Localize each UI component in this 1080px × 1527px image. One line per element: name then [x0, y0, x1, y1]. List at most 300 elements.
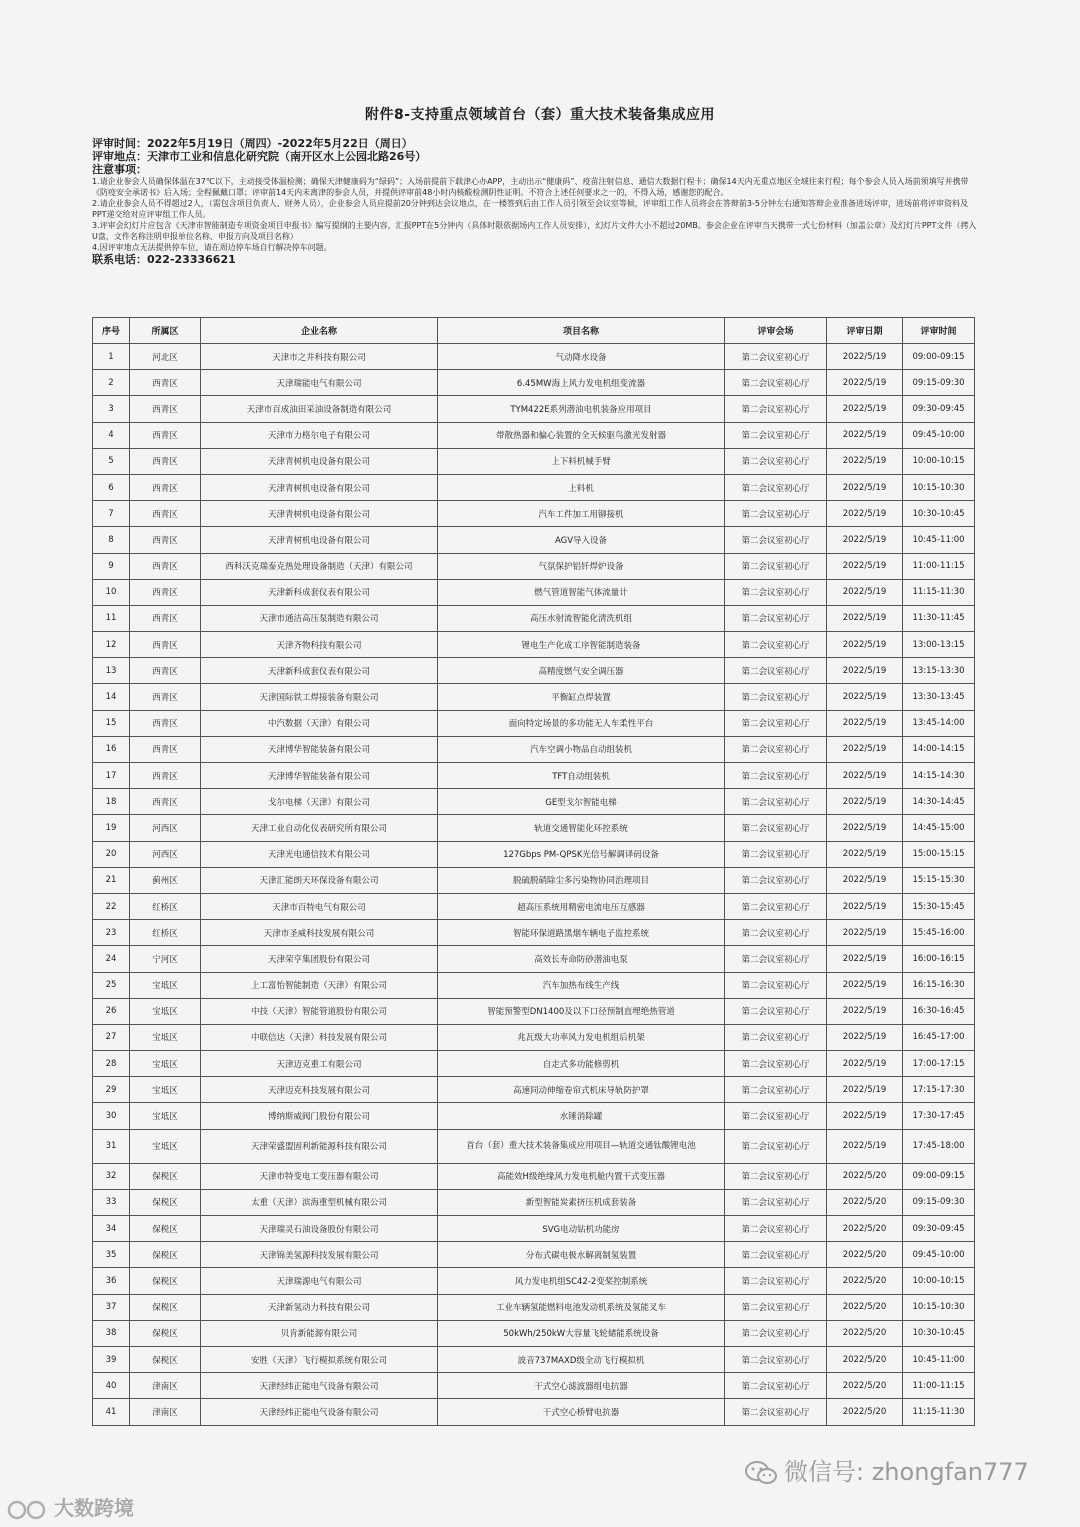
cell-date: 2022/5/19: [827, 344, 903, 370]
cell-time: 13:30-13:45: [903, 684, 975, 710]
cell-project: 新型智能炭素挤压机成套装备: [438, 1189, 725, 1215]
cell-project: 上下料机械手臂: [438, 448, 725, 474]
cell-time: 10:00-10:15: [903, 448, 975, 474]
cell-time: 10:00-10:15: [903, 1268, 975, 1294]
cell-time: 10:30-10:45: [903, 501, 975, 527]
cell-date: 2022/5/19: [827, 1024, 903, 1050]
cell-index: 19: [93, 815, 130, 841]
cell-venue: 第二会议室初心厅: [725, 998, 827, 1024]
cell-company: 天津瑞能电气有限公司: [201, 370, 438, 396]
cell-venue: 第二会议室初心厅: [725, 972, 827, 998]
note-item: 1.请企业参会人员确保体温在37℃以下，主动接受体温检测；确保天津健康码为“绿码”；入场前提前下载津心办APP，主动出示“健康码”、疫苗注射信息、通信大数据行程卡；确保14天内无重点地区全域往来行程；每个参会人员入场前须填写并携带《防疫安全承诺书》后入场；全程佩戴口罩；评审前14天内未离津的参会人员，并提供评审前48小时内核酸检测阴性证明。不符合上述任何要求之一的，不得入场，感谢您的配合。: [92, 177, 969, 197]
cell-index: 21: [93, 867, 130, 893]
cell-district: 西青区: [130, 579, 201, 605]
cell-venue: 第二会议室初心厅: [725, 893, 827, 919]
cell-date: 2022/5/19: [827, 1103, 903, 1129]
cell-index: 16: [93, 736, 130, 762]
cell-district: 西青区: [130, 710, 201, 736]
table-row: [93, 1077, 975, 1103]
cell-venue: 第二会议室初心厅: [725, 1399, 827, 1425]
cell-project: 气氛保护铝钎焊炉设备: [438, 553, 725, 579]
cell-district: 宝坻区: [130, 1051, 201, 1077]
cell-date: 2022/5/19: [827, 422, 903, 448]
cell-company: 贝肯新能源有限公司: [201, 1320, 438, 1346]
table-row: [93, 972, 975, 998]
cell-company: 天津迈克重工有限公司: [201, 1051, 438, 1077]
table-row: [93, 1294, 975, 1320]
header-date: 评审日期: [827, 318, 903, 344]
header-venue: 评审会场: [725, 318, 827, 344]
cell-date: 2022/5/19: [827, 579, 903, 605]
wechat-id: 微信号: zhongfan777: [784, 1458, 1029, 1486]
cell-time: 10:45-11:00: [903, 1346, 975, 1372]
cell-district: 西青区: [130, 789, 201, 815]
cell-index: 6: [93, 474, 130, 500]
cell-date: 2022/5/19: [827, 370, 903, 396]
cell-date: 2022/5/19: [827, 1077, 903, 1103]
cell-venue: 第二会议室初心厅: [725, 763, 827, 789]
cell-time: 15:45-16:00: [903, 920, 975, 946]
cell-venue: 第二会议室初心厅: [725, 1024, 827, 1050]
cell-date: 2022/5/19: [827, 605, 903, 631]
cell-company: 天津市通洁高压泵制造有限公司: [201, 605, 438, 631]
cell-project: 水锤消除罐: [438, 1103, 725, 1129]
cell-date: 2022/5/20: [827, 1163, 903, 1189]
cell-project: 工业车辆氢能燃料电池发动机系统及氢能叉车: [438, 1294, 725, 1320]
cell-time: 09:30-09:45: [903, 1216, 975, 1242]
cell-date: 2022/5/19: [827, 763, 903, 789]
cell-company: 天津工业自动化仪表研究所有限公司: [201, 815, 438, 841]
header-company: 企业名称: [201, 318, 438, 344]
note-item: 4.因评审地点无法提供停车位，请在周边停车场自行解决停车问题。: [92, 243, 332, 252]
cell-date: 2022/5/19: [827, 658, 903, 684]
cell-company: 天津市力格尔电子有限公司: [201, 422, 438, 448]
cell-district: 宁河区: [130, 946, 201, 972]
cell-company: 天津荣亨集团股份有限公司: [201, 946, 438, 972]
table-row: [93, 1399, 975, 1425]
cell-index: 18: [93, 789, 130, 815]
cell-index: 7: [93, 501, 130, 527]
cell-time: 11:15-11:30: [903, 1399, 975, 1425]
cell-time: 11:00-11:15: [903, 1373, 975, 1399]
cell-company: 天津经纬正能电气设备有限公司: [201, 1399, 438, 1425]
cell-venue: 第二会议室初心厅: [725, 1103, 827, 1129]
cell-district: 津南区: [130, 1399, 201, 1425]
document-header-info: [92, 137, 982, 266]
cell-time: 09:15-09:30: [903, 1189, 975, 1215]
cell-venue: 第二会议室初心厅: [725, 1242, 827, 1268]
cell-company: 天津博华智能装备有限公司: [201, 736, 438, 762]
cell-date: 2022/5/20: [827, 1268, 903, 1294]
cell-index: 30: [93, 1103, 130, 1129]
cell-date: 2022/5/19: [827, 448, 903, 474]
cell-district: 西青区: [130, 763, 201, 789]
cell-district: 西青区: [130, 605, 201, 631]
table-row: [93, 448, 975, 474]
cell-district: 西青区: [130, 422, 201, 448]
cell-district: 保税区: [130, 1242, 201, 1268]
cell-venue: 第二会议室初心厅: [725, 396, 827, 422]
cell-time: 14:45-15:00: [903, 815, 975, 841]
cell-project: 首台（套）重大技术装备集成应用项目—轨道交通钛酸锂电池: [438, 1129, 725, 1163]
cell-date: 2022/5/19: [827, 474, 903, 500]
cell-company: 天津锦美氢源科技发展有限公司: [201, 1242, 438, 1268]
cell-district: 宝坻区: [130, 998, 201, 1024]
cell-index: 8: [93, 527, 130, 553]
cell-index: 26: [93, 998, 130, 1024]
cell-index: 41: [93, 1399, 130, 1425]
cell-venue: 第二会议室初心厅: [725, 920, 827, 946]
cell-company: 西科沃克瑞泰克热处理设备制造（天津）有限公司: [201, 553, 438, 579]
cell-venue: 第二会议室初心厅: [725, 1346, 827, 1372]
table-row: [93, 867, 975, 893]
cell-date: 2022/5/20: [827, 1216, 903, 1242]
cell-district: 宝坻区: [130, 1024, 201, 1050]
cell-district: 河西区: [130, 841, 201, 867]
cell-company: 中联信达（天津）科技发展有限公司: [201, 1024, 438, 1050]
cell-district: 保税区: [130, 1216, 201, 1242]
cell-venue: 第二会议室初心厅: [725, 710, 827, 736]
cell-district: 红桥区: [130, 893, 201, 919]
cell-company: 中汽数据（天津）有限公司: [201, 710, 438, 736]
table-row: [93, 605, 975, 631]
table-row: [93, 946, 975, 972]
cell-time: 16:30-16:45: [903, 998, 975, 1024]
cell-index: 17: [93, 763, 130, 789]
cell-time: 15:30-15:45: [903, 893, 975, 919]
cell-district: 河西区: [130, 815, 201, 841]
header-time: 评审时间: [903, 318, 975, 344]
cell-time: 11:00-11:15: [903, 553, 975, 579]
cell-index: 2: [93, 370, 130, 396]
cell-time: 09:00-09:15: [903, 1163, 975, 1189]
table-row: [93, 710, 975, 736]
cell-project: 面向特定场景的多功能无人车柔性平台: [438, 710, 725, 736]
cell-project: 波音737MAXD级全动飞行模拟机: [438, 1346, 725, 1372]
cell-company: 天津市特变电工变压器有限公司: [201, 1163, 438, 1189]
cell-project: 高压水射流智能化清洗机组: [438, 605, 725, 631]
cell-date: 2022/5/19: [827, 946, 903, 972]
cell-index: 28: [93, 1051, 130, 1077]
cell-venue: 第二会议室初心厅: [725, 815, 827, 841]
cell-district: 保税区: [130, 1189, 201, 1215]
cell-index: 4: [93, 422, 130, 448]
cell-project: 干式空心滤波器组电抗器: [438, 1373, 725, 1399]
cell-date: 2022/5/19: [827, 1129, 903, 1163]
cell-index: 12: [93, 632, 130, 658]
cell-project: TYM422E系列潜油电机装备应用项目: [438, 396, 725, 422]
cell-venue: 第二会议室初心厅: [725, 1216, 827, 1242]
cell-index: 25: [93, 972, 130, 998]
cell-project: 智能预警型DN1400及以下口径预制直埋绝热管道: [438, 998, 725, 1024]
cell-time: 09:30-09:45: [903, 396, 975, 422]
table-row: [93, 841, 975, 867]
cell-venue: 第二会议室初心厅: [725, 1077, 827, 1103]
cell-index: 13: [93, 658, 130, 684]
brand-name: 大数跨境: [54, 1496, 134, 1520]
review-place: 评审地点：天津市工业和信息化研究院（南开区水上公园北路26号）: [92, 150, 427, 163]
cell-company: 天津青树机电设备有限公司: [201, 474, 438, 500]
cell-index: 11: [93, 605, 130, 631]
cell-venue: 第二会议室初心厅: [725, 1163, 827, 1189]
cell-time: 09:45-10:00: [903, 422, 975, 448]
cell-district: 西青区: [130, 370, 201, 396]
cell-venue: 第二会议室初心厅: [725, 867, 827, 893]
cell-index: 15: [93, 710, 130, 736]
cell-time: 17:00-17:15: [903, 1051, 975, 1077]
cell-project: 汽车加热布线生产线: [438, 972, 725, 998]
cell-district: 西青区: [130, 658, 201, 684]
cell-district: 保税区: [130, 1163, 201, 1189]
cell-project: 高能效H级绝缘风力发电机舱内置干式变压器: [438, 1163, 725, 1189]
cell-index: 20: [93, 841, 130, 867]
cell-venue: 第二会议室初心厅: [725, 579, 827, 605]
cell-company: 天津光电通信技术有限公司: [201, 841, 438, 867]
cell-project: 智能环保道路黑烟车辆电子监控系统: [438, 920, 725, 946]
brand-watermark: [6, 1492, 134, 1521]
cell-district: 西青区: [130, 553, 201, 579]
cell-district: 西青区: [130, 527, 201, 553]
note-item: 3.评审会幻灯片应包含《天津市智能制造专项资金项目申报书》编写提纲的主要内容，汇报PPT在5分钟内（具体时限依据场内工作人员安排），幻灯片文件大小不超过20MB。参会企业在评审当天携带一式七份材料（加盖公章）及幻灯片PPT文件（拷入U盘，文件名称注明申报单位名称、申报方向及项目名称）: [92, 221, 977, 241]
cell-venue: 第二会议室初心厅: [725, 1189, 827, 1215]
table-row: [93, 1216, 975, 1242]
cell-time: 10:45-11:00: [903, 527, 975, 553]
cell-project: AGV导入设备: [438, 527, 725, 553]
cell-company: 中技（天津）智能管道股份有限公司: [201, 998, 438, 1024]
cell-index: 24: [93, 946, 130, 972]
cell-index: 37: [93, 1294, 130, 1320]
cell-index: 9: [93, 553, 130, 579]
cell-index: 22: [93, 893, 130, 919]
cell-company: 天津新科成套仪表有限公司: [201, 579, 438, 605]
cell-company: 天津新氢动力科技有限公司: [201, 1294, 438, 1320]
cell-time: 11:30-11:45: [903, 605, 975, 631]
cell-company: 天津齐物科技有限公司: [201, 632, 438, 658]
cell-district: 津南区: [130, 1373, 201, 1399]
cell-project: SVG电动钻机功能房: [438, 1216, 725, 1242]
notes-title: 注意事项：: [92, 163, 147, 176]
cell-time: 15:15-15:30: [903, 867, 975, 893]
table-header-row: [93, 318, 975, 344]
cell-district: 宝坻区: [130, 1129, 201, 1163]
cell-project: 燃气管道智能气体流量计: [438, 579, 725, 605]
cell-time: 14:15-14:30: [903, 763, 975, 789]
cell-venue: 第二会议室初心厅: [725, 527, 827, 553]
cell-company: 天津瑞灵石油设备股份有限公司: [201, 1216, 438, 1242]
cell-venue: 第二会议室初心厅: [725, 1294, 827, 1320]
cell-venue: 第二会议室初心厅: [725, 841, 827, 867]
document-title: 附件8-支持重点领域首台（套）重大技术装备集成应用: [364, 107, 716, 123]
cell-time: 09:00-09:15: [903, 344, 975, 370]
cell-date: 2022/5/19: [827, 553, 903, 579]
cell-index: 40: [93, 1373, 130, 1399]
header-district: 所属区: [130, 318, 201, 344]
table-row: [93, 1373, 975, 1399]
cell-index: 31: [93, 1129, 130, 1163]
table-row: [93, 920, 975, 946]
header-index: 序号: [93, 318, 130, 344]
review-time: 评审时间：2022年5月19日（周四）-2022年5月22日（周日）: [92, 137, 413, 150]
cell-company: 天津市之井科技有限公司: [201, 344, 438, 370]
table-row: [93, 370, 975, 396]
cell-date: 2022/5/19: [827, 1051, 903, 1077]
cell-project: GE型戈尔智能电梯: [438, 789, 725, 815]
cell-date: 2022/5/19: [827, 972, 903, 998]
schedule-table: [92, 317, 975, 1426]
table-row: [93, 579, 975, 605]
cell-company: 太重（天津）滨海重型机械有限公司: [201, 1189, 438, 1215]
cell-project: 50kWh/250kW大容量飞轮储能系统设备: [438, 1320, 725, 1346]
table-row: [93, 815, 975, 841]
cell-project: 上料机: [438, 474, 725, 500]
cell-project: 超高压系统用精密电流电压互感器: [438, 893, 725, 919]
cell-project: TFT自动组装机: [438, 763, 725, 789]
cell-time: 13:00-13:15: [903, 632, 975, 658]
cell-venue: 第二会议室初心厅: [725, 448, 827, 474]
table-row: [93, 344, 975, 370]
table-row: [93, 1129, 975, 1163]
cell-date: 2022/5/19: [827, 841, 903, 867]
cell-company: 天津经纬正能电气设备有限公司: [201, 1373, 438, 1399]
cell-project: 汽车工件加工用铆接机: [438, 501, 725, 527]
cell-project: 脱硫脱硝除尘多污染物协同治理项目: [438, 867, 725, 893]
wechat-watermark: [744, 1452, 1029, 1487]
cell-date: 2022/5/19: [827, 998, 903, 1024]
cell-index: 1: [93, 344, 130, 370]
cell-date: 2022/5/19: [827, 527, 903, 553]
cell-project: 带散热器和偏心装置的全天候驱鸟激光发射器: [438, 422, 725, 448]
cell-time: 10:15-10:30: [903, 474, 975, 500]
cell-company: 天津博华智能装备有限公司: [201, 763, 438, 789]
cell-district: 西青区: [130, 396, 201, 422]
header-project: 项目名称: [438, 318, 725, 344]
cell-company: 天津青树机电设备有限公司: [201, 448, 438, 474]
cell-district: 西青区: [130, 736, 201, 762]
table-row: [93, 658, 975, 684]
cell-district: 西青区: [130, 501, 201, 527]
cell-time: 14:30-14:45: [903, 789, 975, 815]
cell-district: 保税区: [130, 1294, 201, 1320]
table-row: [93, 553, 975, 579]
cell-time: 17:15-17:30: [903, 1077, 975, 1103]
cell-project: 高效长寿命防砂潜油电泵: [438, 946, 725, 972]
cell-venue: 第二会议室初心厅: [725, 946, 827, 972]
table-row: [93, 1024, 975, 1050]
wechat-icon: [744, 1460, 778, 1486]
cell-venue: 第二会议室初心厅: [725, 736, 827, 762]
cell-district: 红桥区: [130, 920, 201, 946]
table-row: [93, 893, 975, 919]
cell-district: 西青区: [130, 448, 201, 474]
cell-venue: 第二会议室初心厅: [725, 553, 827, 579]
cell-time: 16:15-16:30: [903, 972, 975, 998]
cell-project: 干式空心桥臂电抗器: [438, 1399, 725, 1425]
cell-venue: 第二会议室初心厅: [725, 1268, 827, 1294]
cell-venue: 第二会议室初心厅: [725, 789, 827, 815]
cell-company: 戈尔电梯（天津）有限公司: [201, 789, 438, 815]
cell-company: 上工富怡智能制造（天津）有限公司: [201, 972, 438, 998]
cell-project: 127Gbps PM-QPSK光信号解调译码设备: [438, 841, 725, 867]
table-row: [93, 736, 975, 762]
cell-date: 2022/5/20: [827, 1399, 903, 1425]
cell-venue: 第二会议室初心厅: [725, 474, 827, 500]
cell-time: 17:30-17:45: [903, 1103, 975, 1129]
cell-date: 2022/5/20: [827, 1294, 903, 1320]
cell-venue: 第二会议室初心厅: [725, 684, 827, 710]
cell-district: 蓟州区: [130, 867, 201, 893]
table-row: [93, 1268, 975, 1294]
cell-time: 13:45-14:00: [903, 710, 975, 736]
cell-company: 天津瑞源电气有限公司: [201, 1268, 438, 1294]
cell-date: 2022/5/19: [827, 867, 903, 893]
cell-company: 天津荣盛盟固利新能源科技有限公司: [201, 1129, 438, 1163]
cell-date: 2022/5/19: [827, 736, 903, 762]
cell-district: 宝坻区: [130, 1077, 201, 1103]
table-row: [93, 1346, 975, 1372]
cell-company: 博纳斯威阀门股份有限公司: [201, 1103, 438, 1129]
cell-index: 23: [93, 920, 130, 946]
cell-venue: 第二会议室初心厅: [725, 658, 827, 684]
table-row: [93, 1242, 975, 1268]
notes-list: [92, 176, 982, 253]
cell-date: 2022/5/19: [827, 501, 903, 527]
cell-project: 6.45MW海上风力发电机组变流器: [438, 370, 725, 396]
cell-date: 2022/5/19: [827, 396, 903, 422]
cell-index: 3: [93, 396, 130, 422]
cell-index: 39: [93, 1346, 130, 1372]
cell-index: 33: [93, 1189, 130, 1215]
cell-time: 10:15-10:30: [903, 1294, 975, 1320]
cell-company: 天津市圣威科技发展有限公司: [201, 920, 438, 946]
cell-index: 38: [93, 1320, 130, 1346]
table-row: [93, 1163, 975, 1189]
cell-venue: 第二会议室初心厅: [725, 344, 827, 370]
cell-time: 16:00-16:15: [903, 946, 975, 972]
cell-date: 2022/5/19: [827, 920, 903, 946]
cell-time: 10:30-10:45: [903, 1320, 975, 1346]
cell-time: 17:45-18:00: [903, 1129, 975, 1163]
cell-venue: 第二会议室初心厅: [725, 370, 827, 396]
cell-time: 15:00-15:15: [903, 841, 975, 867]
cell-index: 27: [93, 1024, 130, 1050]
cell-venue: 第二会议室初心厅: [725, 605, 827, 631]
table-row: [93, 1189, 975, 1215]
cell-project: 高精度燃气安全调压器: [438, 658, 725, 684]
cell-company: 天津汇能朗天环保设备有限公司: [201, 867, 438, 893]
cell-district: 保税区: [130, 1346, 201, 1372]
cell-index: 34: [93, 1216, 130, 1242]
cell-date: 2022/5/20: [827, 1373, 903, 1399]
cell-project: 平衡缸点焊装置: [438, 684, 725, 710]
table-row: [93, 501, 975, 527]
cell-time: 14:00-14:15: [903, 736, 975, 762]
cell-project: 分布式碳电极水解离制氢装置: [438, 1242, 725, 1268]
table-row: [93, 763, 975, 789]
cell-venue: 第二会议室初心厅: [725, 1051, 827, 1077]
brand-logo-icon: [6, 1499, 50, 1521]
cell-venue: 第二会议室初心厅: [725, 1320, 827, 1346]
cell-project: 高速同动伸缩卷帘式机床导轨防护罩: [438, 1077, 725, 1103]
cell-index: 5: [93, 448, 130, 474]
cell-date: 2022/5/20: [827, 1346, 903, 1372]
cell-project: 自走式多功能修剪机: [438, 1051, 725, 1077]
cell-time: 16:45-17:00: [903, 1024, 975, 1050]
cell-time: 13:15-13:30: [903, 658, 975, 684]
cell-company: 天津市百成油田采油设备制造有限公司: [201, 396, 438, 422]
cell-district: 宝坻区: [130, 972, 201, 998]
cell-index: 32: [93, 1163, 130, 1189]
cell-time: 11:15-11:30: [903, 579, 975, 605]
